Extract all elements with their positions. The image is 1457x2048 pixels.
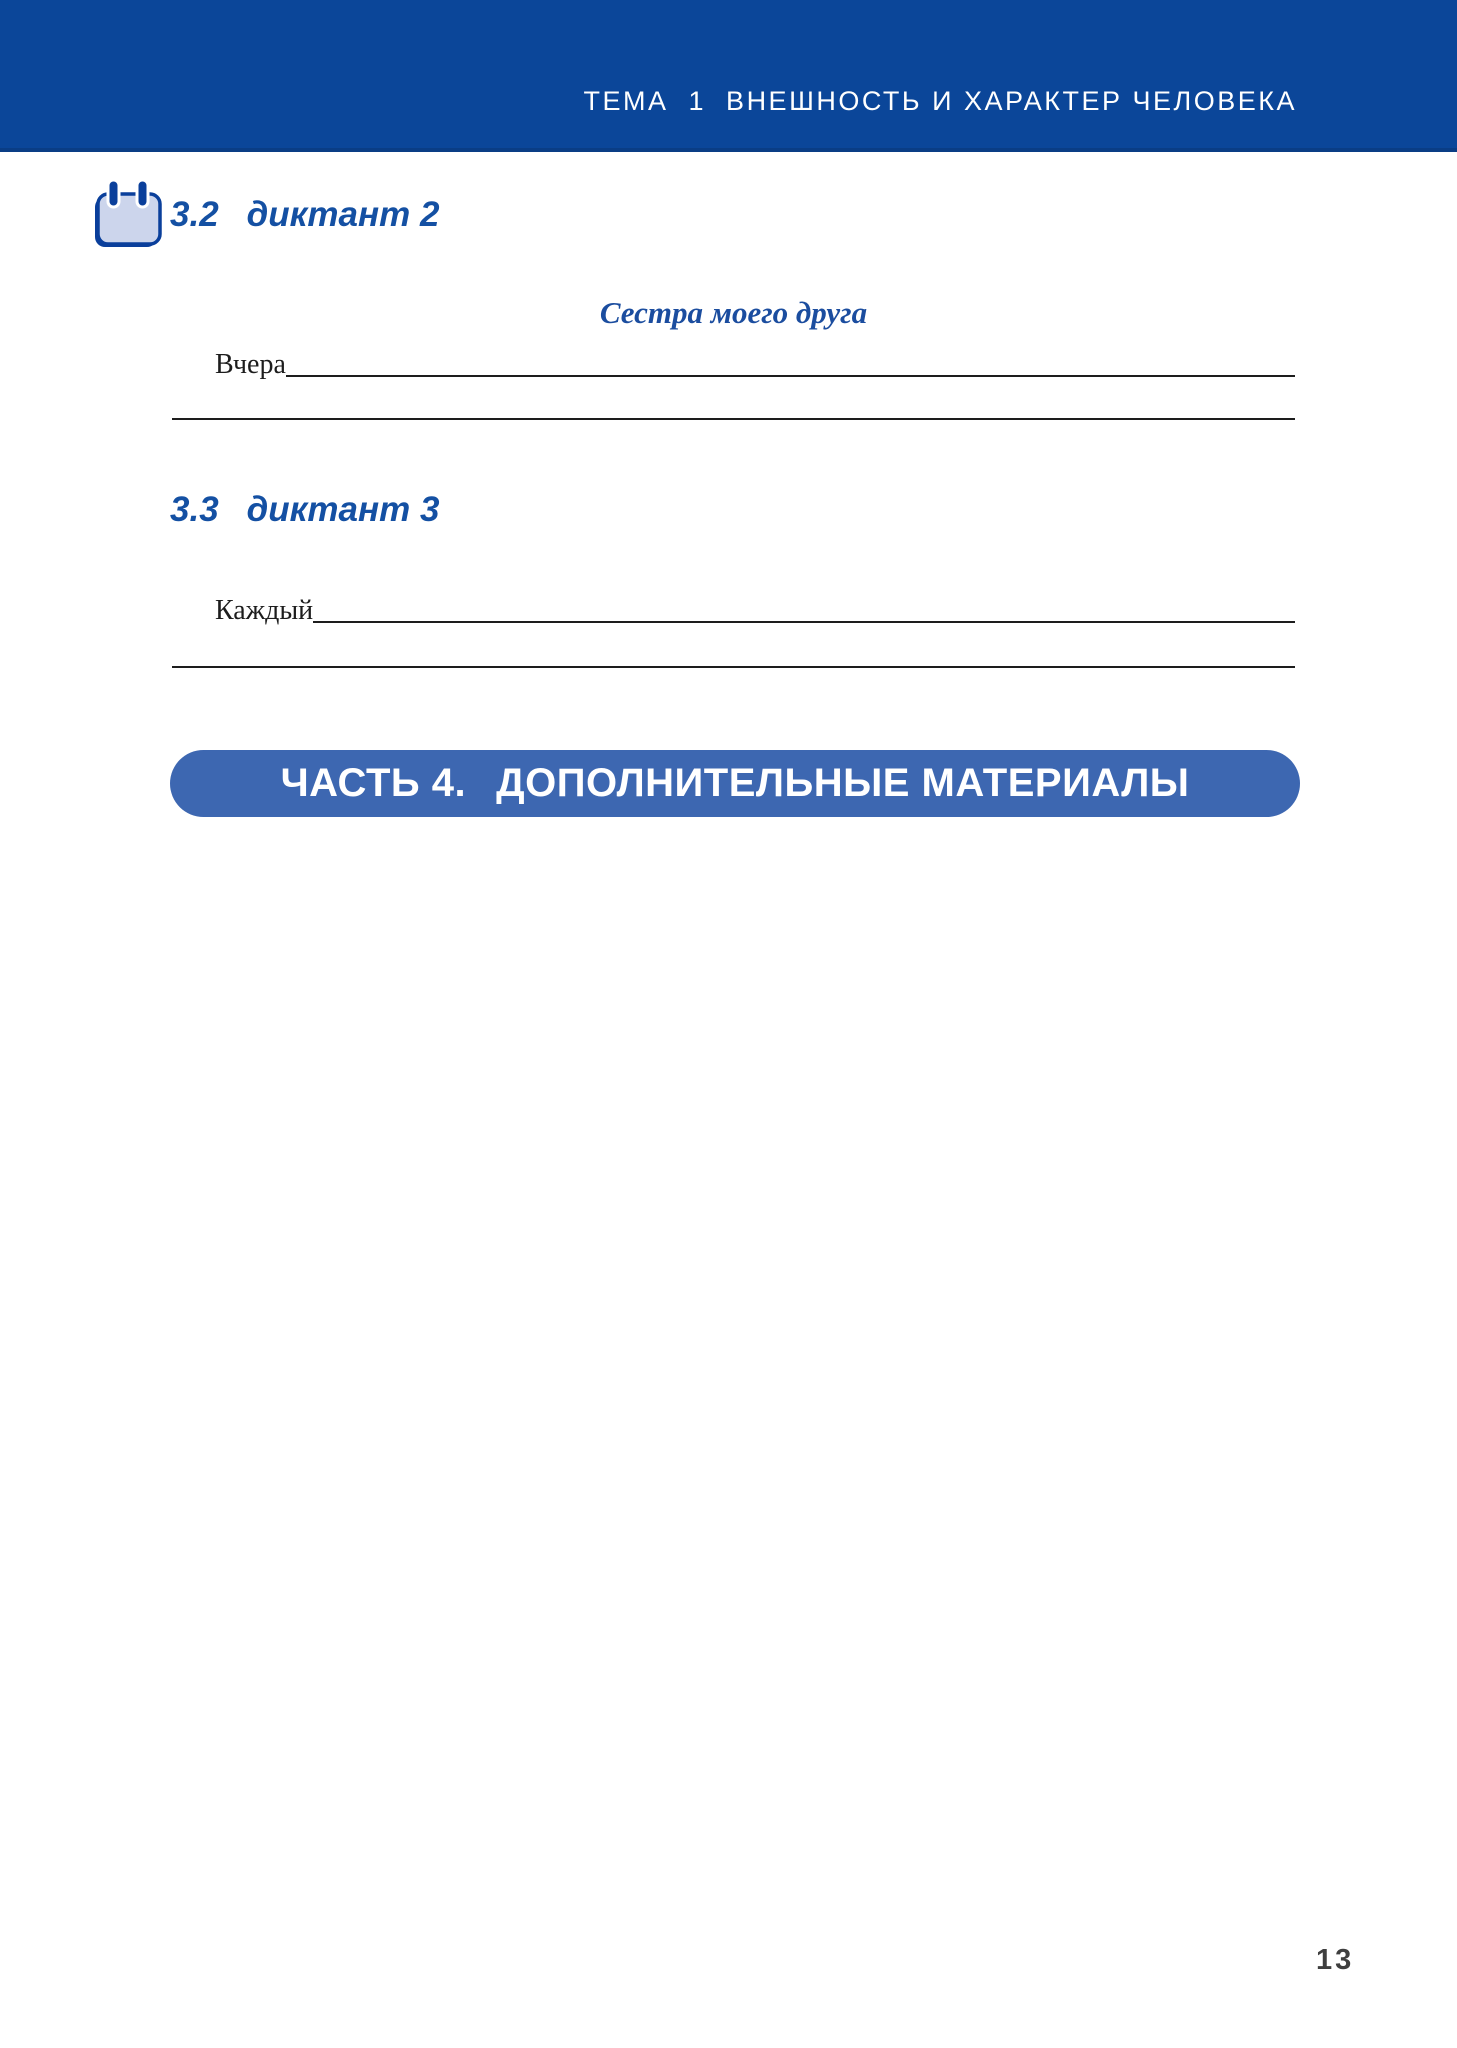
lead-word: Каждый <box>215 595 314 626</box>
page-number: 13 <box>1316 1944 1355 1976</box>
blank-writing-line <box>172 418 1295 420</box>
blank-writing-line <box>286 375 1295 377</box>
section-heading-3-3 <box>170 489 439 531</box>
chapter-header-title: ТЕМА 1 ВНЕШНОСТЬ И ХАРАКТЕР ЧЕЛОВЕКА <box>583 86 1297 116</box>
blank-writing-line <box>172 666 1295 668</box>
section-number: 3.3 <box>170 490 219 529</box>
dictation-3-first-line <box>215 596 1295 627</box>
section-number: 3.2 <box>170 195 219 234</box>
part-banner-title: ДОПОЛНИТЕЛЬНЫЕ МАТЕРИАЛЫ <box>496 761 1190 805</box>
chapter-header-band <box>0 0 1457 152</box>
section-heading-3-2 <box>170 194 439 236</box>
dictation-2-title: Сестра моего друга <box>599 295 868 330</box>
part-4-banner <box>170 750 1300 817</box>
lead-word: Вчера <box>215 349 286 380</box>
dictation-2-first-line <box>215 350 1295 381</box>
notebook-icon <box>90 178 168 250</box>
blank-writing-line <box>313 621 1295 623</box>
section-title: диктант 2 <box>246 195 440 234</box>
section-title: диктант 3 <box>246 490 440 529</box>
part-banner-label: ЧАСТЬ 4. <box>280 761 467 805</box>
